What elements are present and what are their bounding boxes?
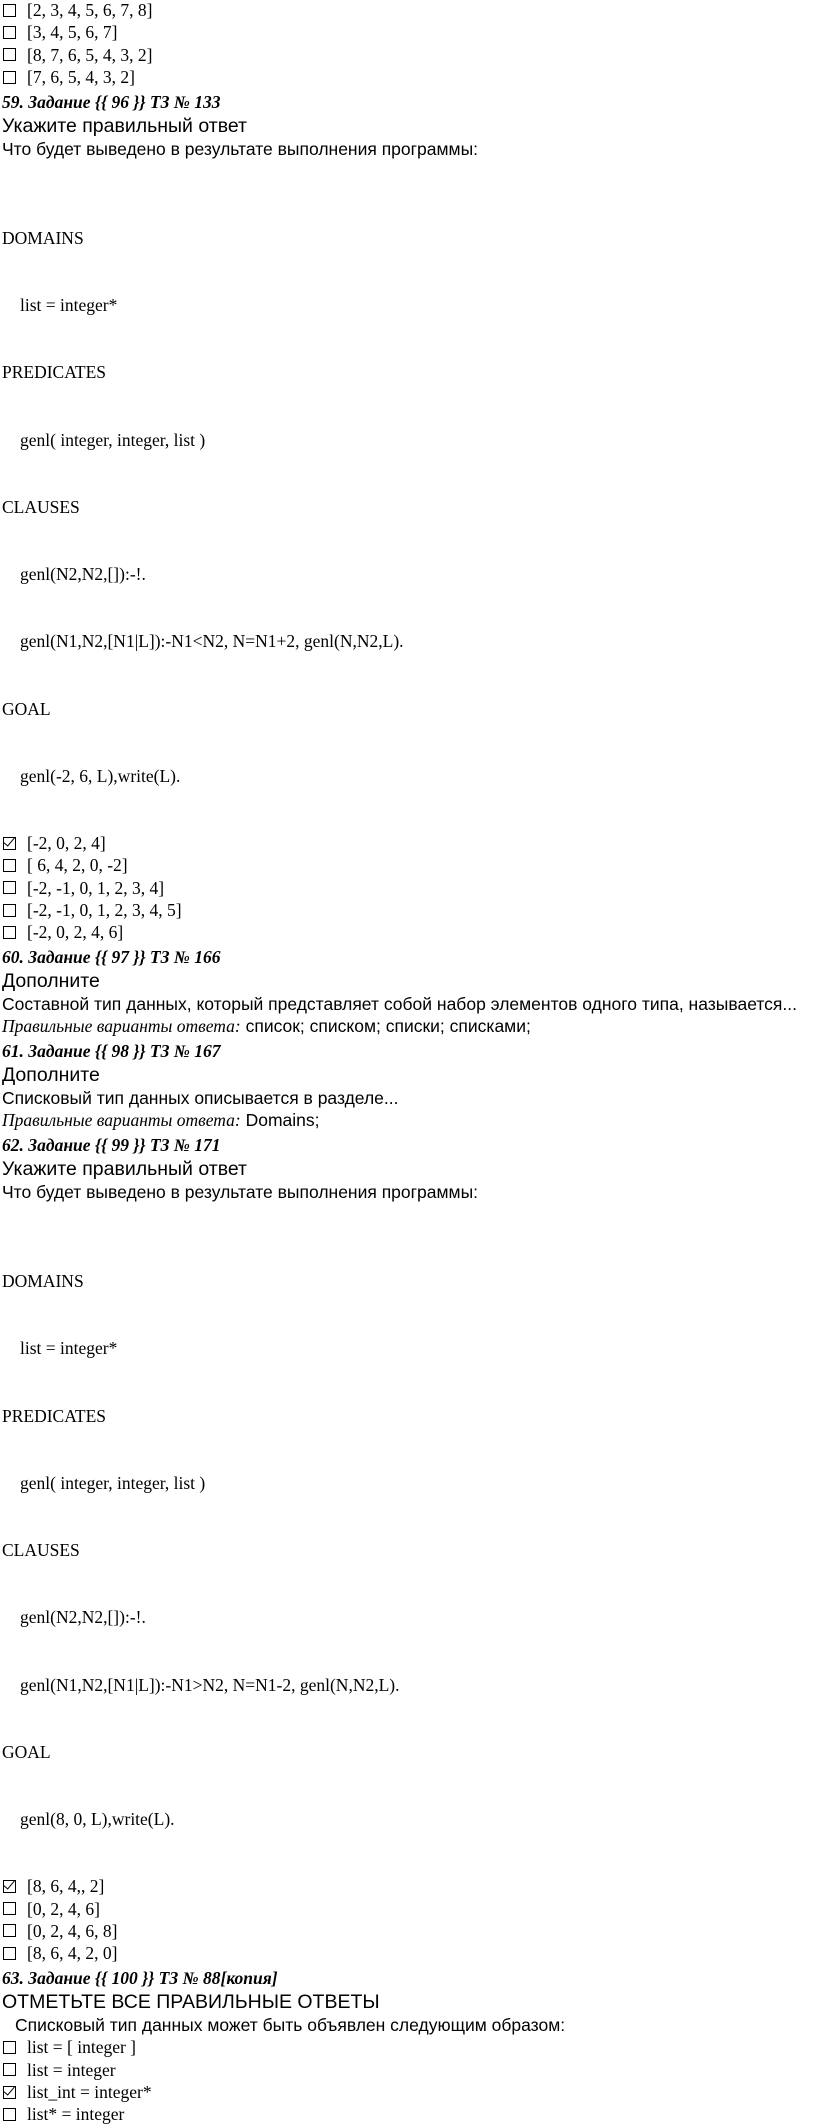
question-text: Списковый тип данных может быть объявлен следующим образом: bbox=[15, 2015, 566, 2036]
code-line: genl(N1,N2,[N1|L]):-N1>N2, N=N1-2, genl(N,N2,L). bbox=[20, 1674, 400, 1695]
answer-option[interactable]: [0, 2, 4, 6, 8] bbox=[2, 1920, 816, 1942]
checkbox-icon[interactable] bbox=[3, 904, 16, 917]
question-62 bbox=[2, 1133, 816, 1964]
checkbox-icon[interactable] bbox=[3, 859, 16, 872]
answer-value: Domains; bbox=[240, 1110, 320, 1131]
code-line: genl(-2, 6, L),write(L). bbox=[20, 765, 181, 786]
code-line: genl(N1,N2,[N1|L]):-N1<N2, N=N1+2, genl(N,N2,L). bbox=[20, 631, 404, 652]
code-line: GOAL bbox=[2, 1741, 51, 1762]
answer-line bbox=[2, 1109, 816, 1131]
task-instruction: Укажите правильный ответ bbox=[2, 115, 247, 138]
code-line: genl(N2,N2,[]):-!. bbox=[20, 1607, 146, 1628]
answer-option[interactable]: list = integer bbox=[2, 2059, 816, 2081]
checkbox-icon[interactable] bbox=[3, 1924, 16, 1937]
answer-option[interactable]: list* = integer bbox=[2, 2103, 816, 2125]
code-line: CLAUSES bbox=[2, 1540, 80, 1561]
task-instruction: Укажите правильный ответ bbox=[2, 1158, 247, 1181]
answer-option[interactable]: [7, 6, 5, 4, 3, 2] bbox=[2, 66, 816, 88]
checkbox-icon[interactable] bbox=[3, 926, 16, 939]
answer-label: Правильные варианты ответа: bbox=[2, 1110, 241, 1131]
checkbox-icon[interactable] bbox=[3, 1947, 16, 1960]
checkbox-icon[interactable] bbox=[3, 48, 16, 61]
task-heading: 61. Задание {{ 98 }} ТЗ № 167 bbox=[2, 1041, 221, 1062]
answer-option[interactable]: [8, 6, 4, 2, 0] bbox=[2, 1942, 816, 1964]
checkbox-icon[interactable] bbox=[3, 4, 16, 17]
code-line: list = integer* bbox=[20, 1338, 118, 1359]
code-line: GOAL bbox=[2, 698, 51, 719]
task-instruction: Дополните bbox=[2, 970, 100, 993]
checkbox-icon[interactable] bbox=[3, 26, 16, 39]
code-listing bbox=[2, 1225, 816, 1875]
question-59 bbox=[2, 90, 816, 943]
checked-checkbox-icon[interactable] bbox=[3, 2086, 16, 2099]
checkbox-icon[interactable] bbox=[3, 71, 16, 84]
question-61 bbox=[2, 1039, 816, 1131]
task-heading: 59. Задание {{ 96 }} ТЗ № 133 bbox=[2, 92, 221, 113]
question-text: Что будет выведено в результате выполнения программы: bbox=[2, 1182, 479, 1203]
code-line: genl( integer, integer, list ) bbox=[20, 1472, 206, 1493]
code-line: PREDICATES bbox=[2, 362, 107, 383]
answer-option[interactable]: list_int = integer* bbox=[2, 2081, 816, 2103]
checkbox-icon[interactable] bbox=[3, 2041, 16, 2054]
answer-option[interactable]: [8, 7, 6, 5, 4, 3, 2] bbox=[2, 44, 816, 66]
answer-label: Правильные варианты ответа: bbox=[2, 1016, 241, 1037]
answer-option[interactable]: [-2, -1, 0, 1, 2, 3, 4, 5] bbox=[2, 899, 816, 921]
question-63 bbox=[2, 1966, 816, 2125]
checkbox-icon[interactable] bbox=[3, 1902, 16, 1915]
checkbox-icon[interactable] bbox=[3, 2108, 16, 2121]
answer-option[interactable]: list = [ integer ] bbox=[2, 2036, 816, 2058]
checkbox-icon[interactable] bbox=[3, 2063, 16, 2076]
question-60 bbox=[2, 945, 816, 1037]
code-line: DOMAINS bbox=[2, 228, 84, 248]
question-text: Что будет выведено в результате выполнения программы: bbox=[2, 139, 479, 160]
code-listing bbox=[2, 182, 816, 832]
code-line: genl(8, 0, L),write(L). bbox=[20, 1809, 175, 1830]
code-line: PREDICATES bbox=[2, 1405, 107, 1426]
code-line: genl( integer, integer, list ) bbox=[20, 429, 206, 450]
answer-option[interactable]: [-2, 0, 2, 4, 6] bbox=[2, 921, 816, 943]
checked-checkbox-icon[interactable] bbox=[3, 837, 16, 850]
checked-checkbox-icon[interactable] bbox=[3, 1880, 16, 1893]
answer-option[interactable]: [-2, -1, 0, 1, 2, 3, 4] bbox=[2, 877, 816, 899]
answer-value: список; списком; списки; списками; bbox=[240, 1016, 531, 1037]
checkbox-icon[interactable] bbox=[3, 881, 16, 894]
code-line: list = integer* bbox=[20, 295, 118, 316]
task-heading: 63. Задание {{ 100 }} ТЗ № 88[копия] bbox=[2, 1968, 278, 1989]
task-heading: 62. Задание {{ 99 }} ТЗ № 171 bbox=[2, 1135, 221, 1156]
code-line: genl(N2,N2,[]):-!. bbox=[20, 564, 146, 585]
task-instruction: ОТМЕТЬТЕ ВСЕ ПРАВИЛЬНЫЕ ОТВЕТЫ bbox=[2, 1991, 380, 2014]
answer-option[interactable]: [8, 6, 4,, 2] bbox=[2, 1875, 816, 1897]
answer-option[interactable]: [2, 3, 4, 5, 6, 7, 8] bbox=[2, 0, 816, 21]
task-heading: 60. Задание {{ 97 }} ТЗ № 166 bbox=[2, 947, 221, 968]
task-instruction: Дополните bbox=[2, 1064, 100, 1087]
answer-line bbox=[2, 1015, 816, 1037]
question-text: Составной тип данных, который представляет собой набор элементов одного типа, называется... bbox=[2, 994, 797, 1015]
answer-options bbox=[2, 0, 816, 88]
answer-option[interactable]: [0, 2, 4, 6] bbox=[2, 1898, 816, 1920]
answer-option[interactable]: [ 6, 4, 2, 0, -2] bbox=[2, 854, 816, 876]
answer-option[interactable]: [-2, 0, 2, 4] bbox=[2, 832, 816, 854]
question-text: Списковый тип данных описывается в разделе... bbox=[2, 1088, 399, 1109]
code-line: CLAUSES bbox=[2, 496, 80, 517]
code-line: DOMAINS bbox=[2, 1271, 84, 1292]
answer-option[interactable]: [3, 4, 5, 6, 7] bbox=[2, 21, 816, 43]
